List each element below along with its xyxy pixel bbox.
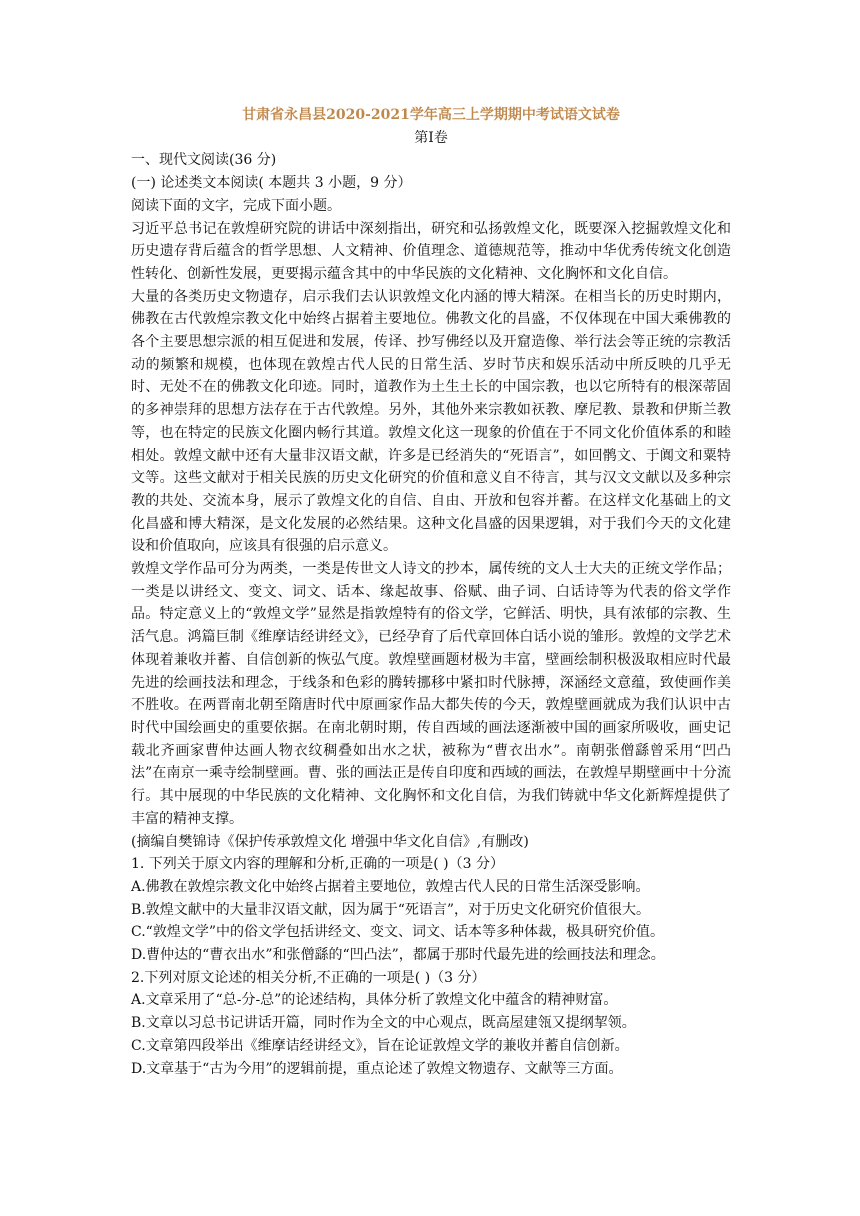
- passage-paragraph-1: 习近平总书记在敦煌研究院的讲话中深刻指出，研究和弘扬敦煌文化，既要深入挖掘敦煌文化和历史遗存背后蕴含的哲学思想、人文精神、价值理念、道德规范等，推动中华优秀传统文化创造性转化、创新性发展，更要揭示蕴含其中的中华民族的文化精神、文化胸怀和文化自信。: [131, 220, 731, 282]
- subsection-heading: (一) 论述类文本阅读( 本题共 3 小题，9 分）: [131, 175, 412, 192]
- option-d: D.文章基于“古为今用”的逻辑前提，重点论述了敦煌文物遗存、文献等三方面。: [131, 1060, 623, 1077]
- option-a: A.文章采用了“总-分-总”的论述结构，具体分析了敦煌文化中蕴含的精神财富。: [131, 992, 618, 1009]
- passage-paragraph-3: 敦煌文学作品可分为两类，一类是传世文人诗文的抄本，属传统的文人士大夫的正统文学作品；一类是以讲经文、变文、词文、话本、缘起故事、俗赋、曲子词、白话诗等为代表的俗文学作品。特定意义上的“敦煌文学”显然是指敦煌特有的俗文学，它鲜活、明快，具有浓郁的宗教、生活气息。鸿篇巨制《维摩诘经讲经文》，已经孕育了后代章回体白话小说的雏形。敦煌的文学艺术体现着兼收并蓄、自信创新的恢弘气度。敦煌壁画题材极为丰富，壁画绘制积极汲取相应时代最先进的绘画技法和理念，于线条和色彩的腾转挪移中紧扣时代脉搏，深涵经文意蕴，致使画作美不胜收。在两晋南北朝至隋唐时代中原画家作品大都失传的今天，敦煌壁画就成为我们认识中古时代中国绘画史的重要依据。在南北朝时期，传自西域的画法逐渐被中国的画家所吸收，画史记载北齐画家曹仲达画人物衣纹稠叠如出水之状，被称为“曹衣出水”。南朝张僧繇曾采用“凹凸法”在南京一乘寺绘制壁画。曹、张的画法正是传自印度和西域的画法，在敦煌早期壁画中十分流行。其中展现的中华民族的文化精神、文化胸怀和文化自信，为我们铸就中华文化新辉煌提供了丰富的精神支撑。: [131, 561, 731, 827]
- option-b: B.文章以习总书记讲话开篇，同时作为全文的中心观点，既高屋建瓴又提纲挈领。: [131, 1015, 636, 1032]
- reading-instruction: 阅读下面的文字，完成下面小题。: [131, 197, 341, 214]
- volume-heading: 第Ⅰ卷: [414, 129, 448, 146]
- question-stem: 1. 下列关于原文内容的理解和分析,正确的一项是( )（3 分）: [131, 856, 504, 873]
- option-c: C.文章第四段举出《维摩诘经讲经文》，旨在论证敦煌文学的兼收并蓄自信创新。: [131, 1037, 629, 1054]
- option-b: B.敦煌文献中的大量非汉语文献，因为属于“死语言”，对于历史文化研究价值很大。: [131, 901, 651, 918]
- exam-page: [131, 104, 731, 1080]
- question-1: [131, 853, 731, 967]
- exam-title: 甘肃省永昌县2020-2021学年高三上学期期中考试语文试卷: [242, 107, 620, 123]
- option-d: D.曹仲达的“曹衣出水”和张僧繇的“凹凸法”，都属于那时代最先进的绘画技法和理念。: [131, 947, 665, 964]
- passage-source: (摘编自樊锦诗《保护传承敦煌文化 增强中华文化自信》,有删改): [131, 833, 529, 850]
- section-heading: 一、现代文阅读(36 分): [131, 152, 277, 169]
- option-a: A.佛教在敦煌宗教文化中始终占据着主要地位，敦煌古代人民的日常生活深受影响。: [131, 878, 650, 895]
- passage-paragraph-2: 大量的各类历史文物遗存，启示我们去认识敦煌文化内涵的博大精深。在相当长的历史时期内，佛教在古代敦煌宗教文化中始终占据着主要地位。佛教文化的昌盛，不仅体现在中国大乘佛教的各个主要思想宗派的相互促进和发展，传译、抄写佛经以及开窟造像、举行法会等正统的宗教活动的频繁和规模，也体现在敦煌古代人民的日常生活、岁时节庆和娱乐活动中所反映的几乎无时、无处不在的佛教文化印迹。同时，道教作为土生土长的中国宗教，也以它所特有的根深蒂固的多神崇拜的思想方法存在于古代敦煌。另外，其他外来宗教如祆教、摩尼教、景教和伊斯兰教等，也在特定的民族文化圈内畅行其道。敦煌文化这一现象的价值在于不同文化价值体系的和睦相处。敦煌文献中还有大量非汉语文献，许多是已经消失的“死语言”，如回鹘文、于阗文和粟特文等。这些文献对于相关民族的历史文化研究的价值和意义自不待言，其与汉文文献以及多种宗教的共处、交流本身，展示了敦煌文化的自信、自由、开放和包容并蓄。在这样文化基础上的文化昌盛和博大精深，是文化发展的必然结果。这种文化昌盛的因果逻辑，对于我们今天的文化建设和价值取向，应该具有很强的启示意义。: [131, 288, 731, 555]
- question-2: [131, 967, 731, 1081]
- option-c: C.“敦煌文学”中的俗文学包括讲经文、变文、词文、话本等多种体裁，极具研究价值。: [131, 924, 664, 941]
- question-stem: 2.下列对原文论述的相关分析,不正确的一项是( )（3 分）: [131, 969, 486, 986]
